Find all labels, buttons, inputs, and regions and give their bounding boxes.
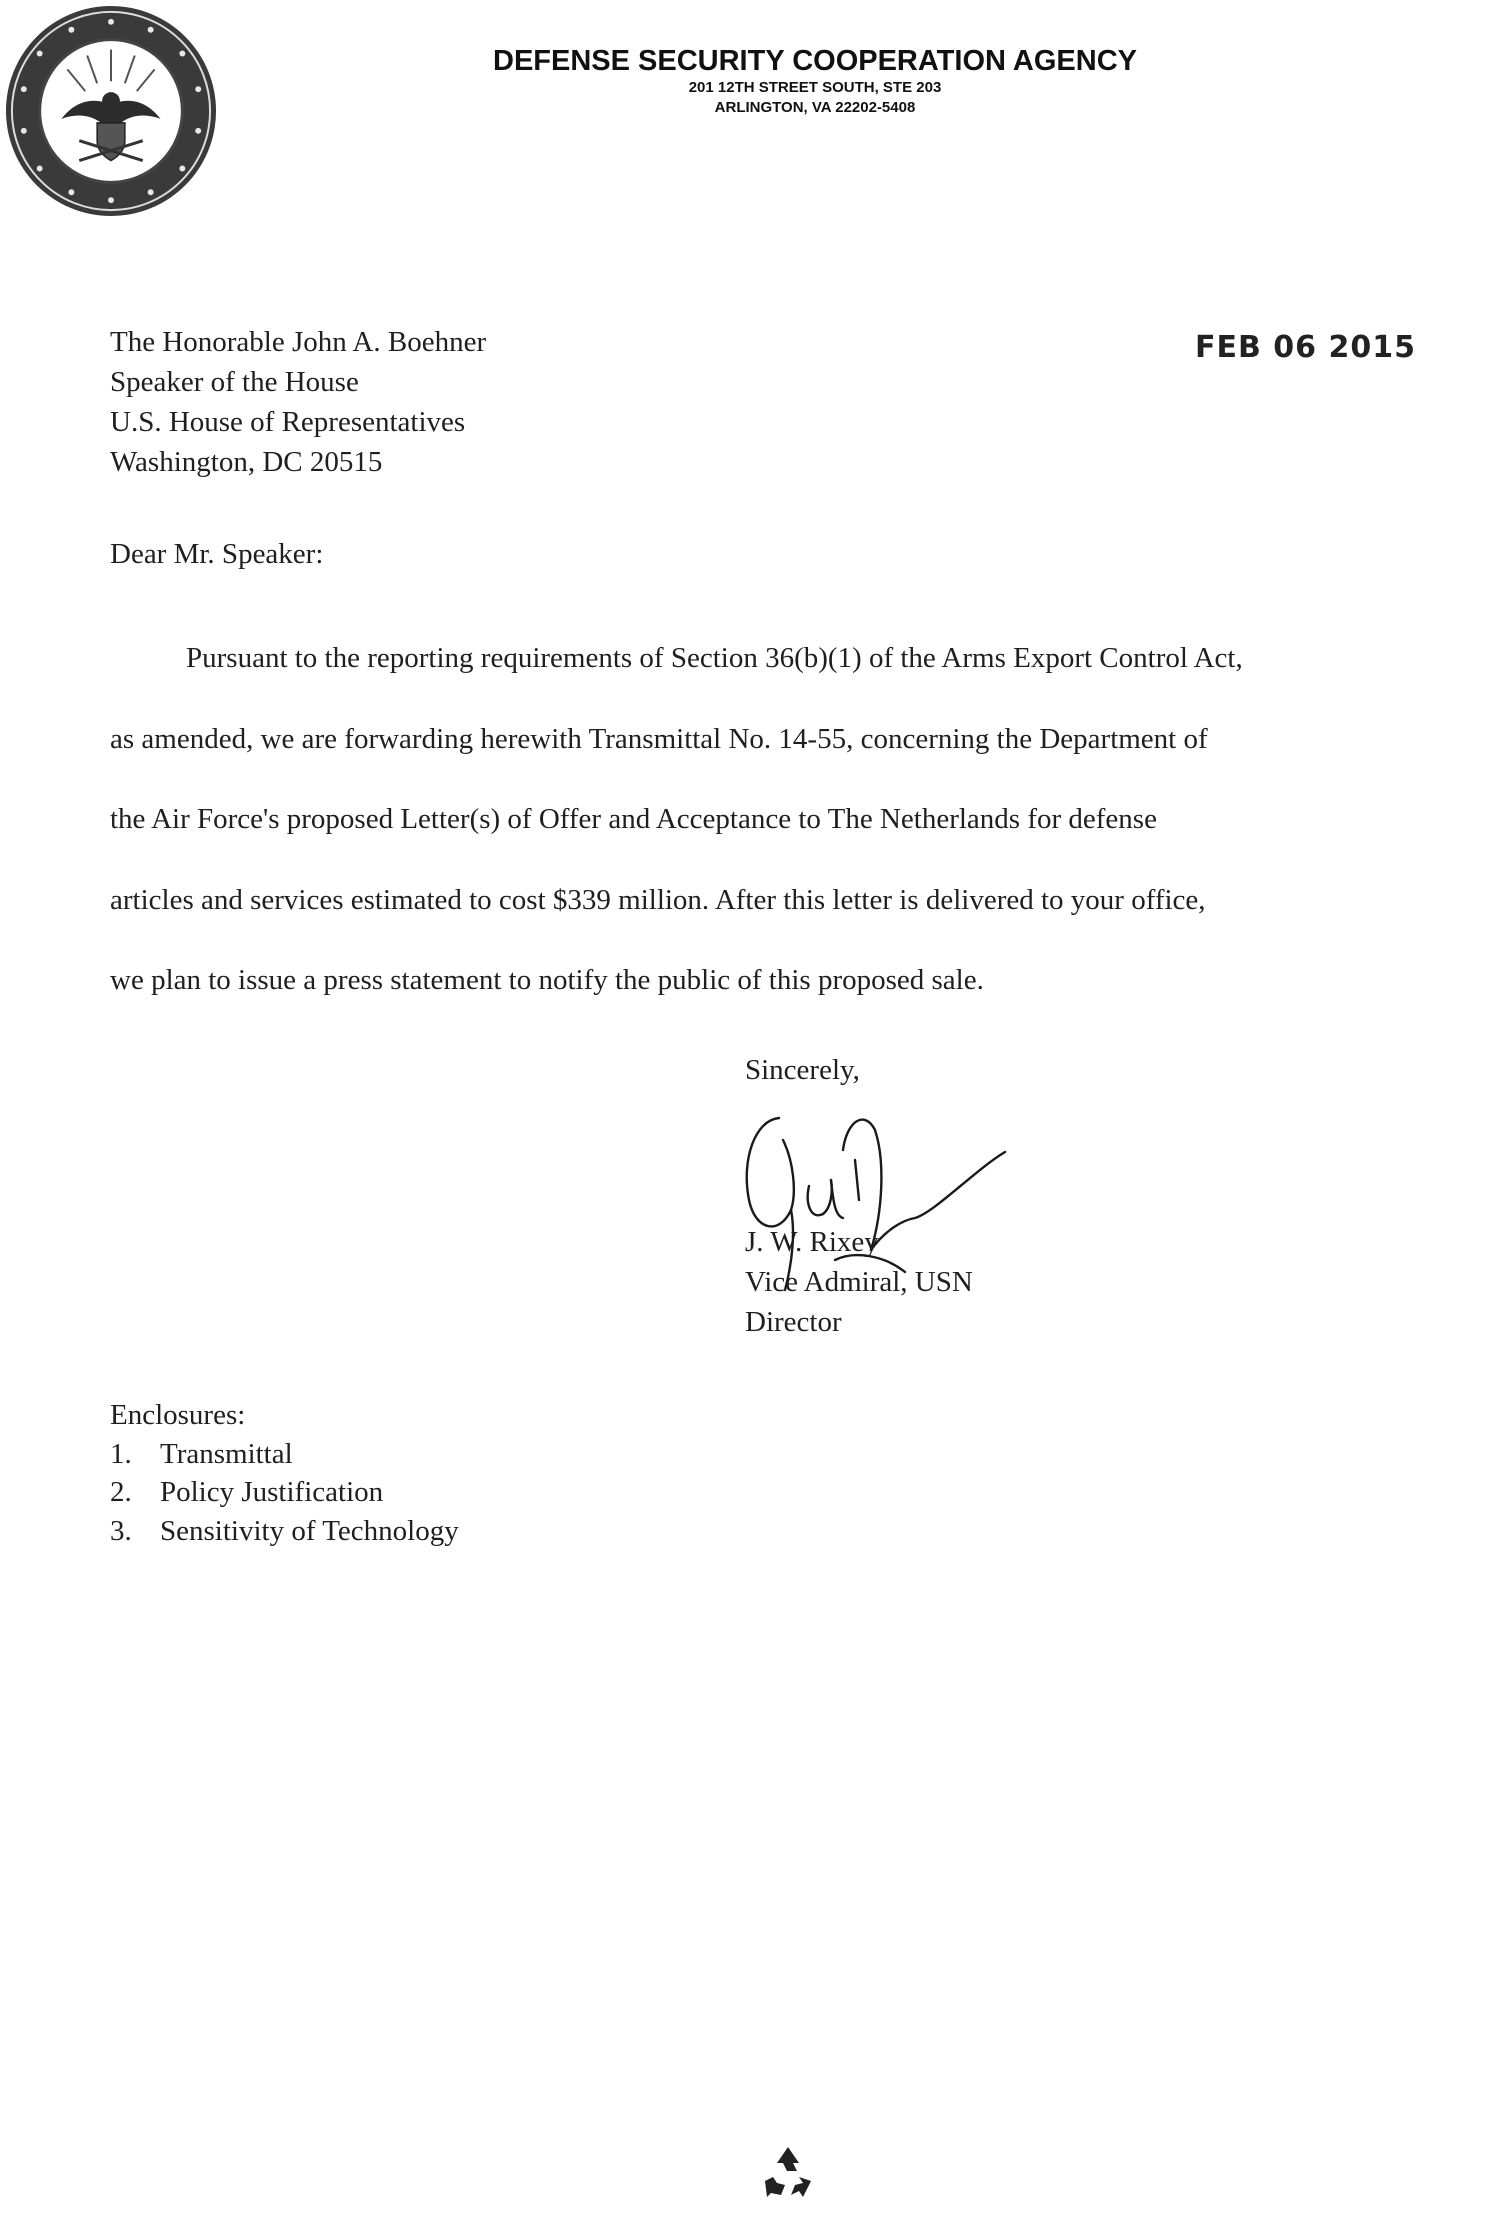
recycle-icon [757, 2143, 819, 2201]
enclosure-label: Sensitivity of Technology [160, 1514, 459, 1547]
agency-name: DEFENSE SECURITY COOPERATION AGENCY [493, 45, 1137, 77]
enclosure-label: Policy Justification [160, 1476, 384, 1508]
body-line: the Air Force's proposed Letter(s) of Offer and Acceptance to The Netherlands for defense [110, 803, 1157, 835]
enclosure-label: Transmittal [160, 1437, 293, 1470]
date-stamp: FEB 06 2015 [1195, 330, 1416, 365]
recipient-organization: U.S. House of Representatives [110, 406, 466, 438]
enclosure-number: 1. [110, 1437, 132, 1470]
recipient-title: Speaker of the House [110, 366, 359, 398]
salutation: Dear Mr. Speaker: [110, 538, 324, 570]
list-item [110, 1435, 459, 1474]
recipient-name: The Honorable John A. Boehner [110, 326, 487, 358]
list-item [110, 1473, 459, 1512]
handwritten-signature [735, 1100, 1025, 1310]
enclosure-number: 2. [110, 1476, 132, 1508]
body-line: as amended, we are forwarding herewith Transmittal No. 14-55, concerning the Department of [110, 722, 1208, 755]
enclosures-heading: Enclosures: [110, 1399, 246, 1431]
agency-address-line-1: 201 12TH STREET SOUTH, STE 203 [688, 79, 942, 96]
recipient-city: Washington, DC 20515 [110, 446, 383, 478]
department-of-defense-seal-icon [2, 2, 220, 220]
body-line: articles and services estimated to cost $339 million. After this letter is delivered to your office, [110, 883, 1206, 916]
signer-position: Director [745, 1306, 842, 1338]
list-item [110, 1512, 459, 1551]
signer-rank: Vice Admiral, USN [745, 1266, 973, 1298]
signer-name: J. W. Rixey [745, 1226, 879, 1258]
recipient-address [110, 322, 486, 482]
letter-body [110, 618, 1430, 1021]
enclosure-number: 3. [110, 1514, 132, 1547]
letterhead [300, 44, 1330, 118]
body-line: Pursuant to the reporting requirements of Section 36(b)(1) of the Arms Export Control Act, [186, 642, 1243, 674]
closing: Sincerely, [745, 1054, 860, 1086]
enclosures [110, 1396, 459, 1550]
agency-address-line-2: ARLINGTON, VA 22202-5408 [714, 99, 916, 116]
body-line: we plan to issue a press statement to notify the public of this proposed sale. [110, 964, 984, 996]
